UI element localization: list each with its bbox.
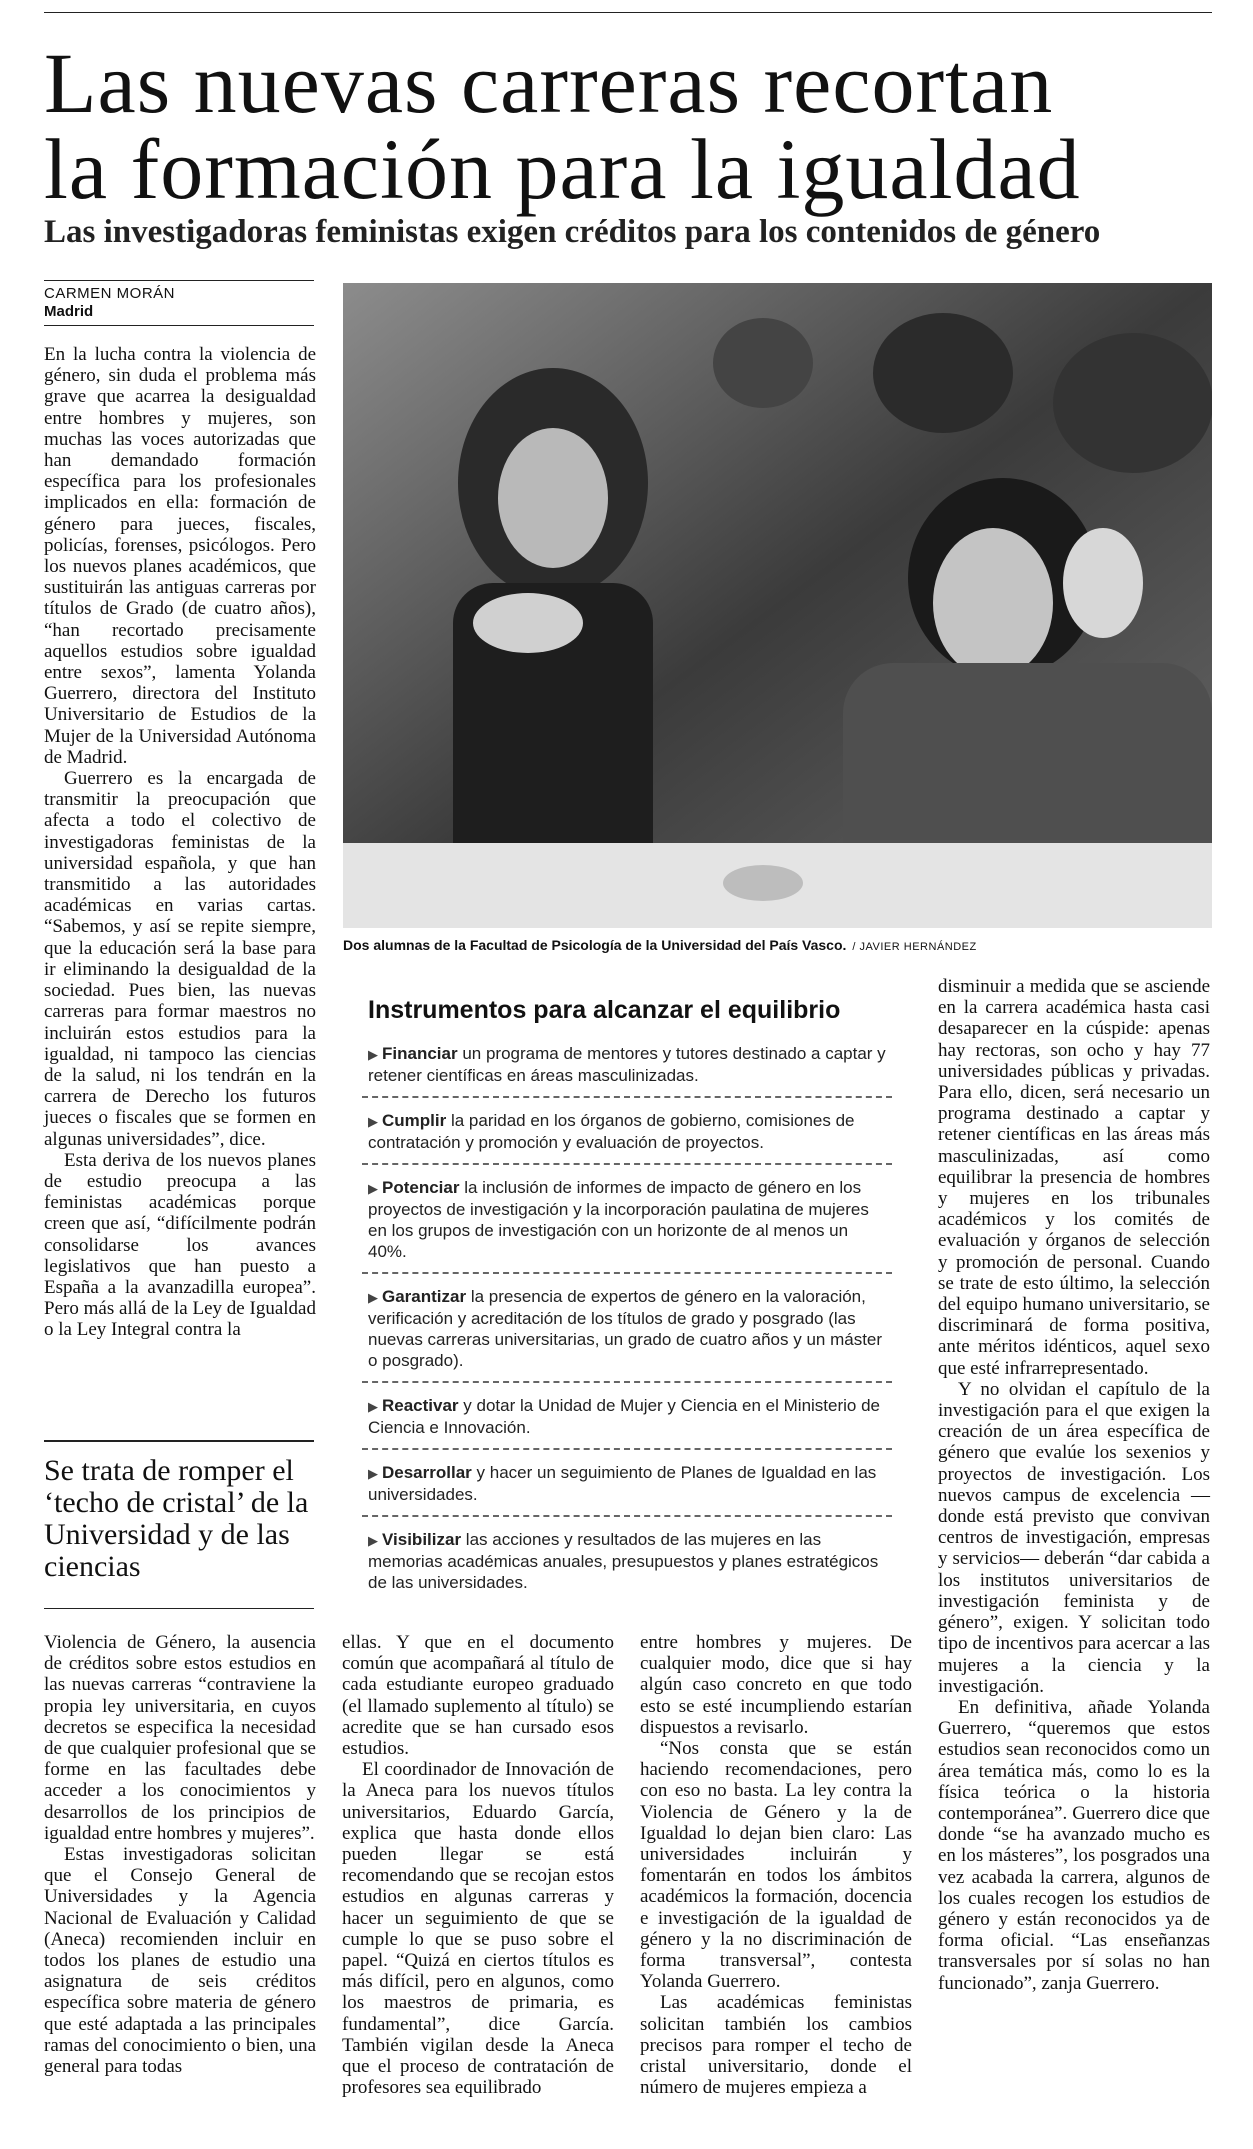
sidebar-box-item — [362, 1039, 892, 1098]
lower-column-2-paragraph-1: ellas. Y que en el documento común que acompañará al título de cada estudiante europeo graduado (el llamado suplemento al título) se acredite que se han cursado esos estudios. — [342, 1632, 614, 1760]
sidebar-box-item — [362, 1282, 892, 1383]
sidebar-box-item — [362, 1106, 892, 1165]
lower-column-2-paragraph-2: El coordinador de Innovación de la Aneca para los nuevos títulos universitarios, Eduardo García, explica que hasta donde ellos pueden llegar se está recomendando que se recojan estos estudios en algunas carreras y hacer un seguimiento de que se cumple lo que se puso sobre el papel. “Quizá en ciertos títulos es más difícil, pero en algunos, como los maestros de primaria, es fundamental”, dice García. También vigilan desde la Aneca que el proceso de contratación de profesores sea equilibrado — [342, 1759, 614, 2099]
column-left — [44, 344, 316, 1341]
sidebar-box-item-text: y hacer un seguimiento de Planes de Igualdad en las universidades. — [368, 1463, 877, 1504]
sidebar-box — [362, 995, 892, 1611]
headline — [44, 35, 1224, 217]
lower-column-1 — [44, 1632, 316, 2077]
pull-quote-rule-top — [44, 1440, 314, 1442]
byline-author: CARMEN MORÁN — [44, 285, 176, 302]
sidebar-box-item-text: la paridad en los órganos de gobierno, comisiones de contratación y promoción y evaluación de proyectos. — [368, 1111, 855, 1152]
triangle-bullet-icon: ▶ — [368, 1047, 378, 1062]
top-rule — [44, 12, 1212, 13]
column-right-upper — [938, 976, 1210, 1994]
lower-column-3-paragraph-3: Las académicas feministas solicitan también los cambios precisos para romper el techo de cristal universitario, donde el número de mujeres empieza a — [640, 1992, 912, 2099]
sidebar-box-item-text: la presencia de expertos de género en la valoración, verificación y acreditación de los títulos de grado y posgrado (las nuevas carreras universitarias, un grado de cuatro años y un máster o posgrado). — [368, 1287, 883, 1370]
sidebar-box-item-keyword: Visibilizar — [382, 1530, 462, 1549]
sidebar-box-item-text: y dotar la Unidad de Mujer y Ciencia en el Ministerio de Ciencia e Innovación. — [368, 1396, 881, 1437]
photo-caption-text: Dos alumnas de la Facultad de Psicología de la Universidad del País Vasco. — [343, 937, 847, 953]
triangle-bullet-icon: ▶ — [368, 1466, 378, 1481]
lower-column-1-paragraph-2: Estas investigadoras solicitan que el Consejo General de Universidades y la Agencia Nacional de Evaluación y Calidad (Aneca) recomienden incluir en todos los planes de estudio una asignatura de seis créditos específica sobre materia de género que esté adaptada a las principales ramas del conocimiento o bien, una general para todas — [44, 1844, 316, 2078]
headline-line-2: la formación para la igualdad — [44, 121, 1081, 217]
subheadline: Las investigadoras feministas exigen créditos para los contenidos de género — [44, 214, 1101, 250]
byline — [44, 284, 314, 322]
sidebar-box-item-text: la inclusión de informes de impacto de género en los proyectos de investigación y la incorporación paulatina de mujeres en los grupos de investigación con un horizonte de al menos un 40%. — [368, 1178, 869, 1261]
lower-column-3-paragraph-2: “Nos consta que se están haciendo recomendaciones, pero con eso no basta. La ley contra la Violencia de Género y la de Igualdad lo dejan bien claro: Las universidades incluirán y fomentarán en todos los ámbitos académicos la formación, docencia e investigación de la igualdad de género y la no discriminación de forma transversal”, contesta Yolanda Guerrero. — [640, 1738, 912, 1993]
column-left-paragraph-3: Esta deriva de los nuevos planes de estudio preocupa a las feministas académicas porque creen que así, “difícilmente podrán consolidarse los avances legislativos que han puesto a España a la avanzadilla europea”. Pero más allá de la Ley de Igualdad o la Ley Integral contra la — [44, 1149, 316, 1341]
triangle-bullet-icon: ▶ — [368, 1181, 378, 1196]
sidebar-box-item-keyword: Potenciar — [382, 1178, 460, 1197]
sidebar-box-item-keyword: Cumplir — [382, 1111, 447, 1130]
lower-column-2 — [342, 1632, 614, 2098]
triangle-bullet-icon: ▶ — [368, 1290, 378, 1305]
sidebar-box-item-keyword: Reactivar — [382, 1396, 459, 1415]
sidebar-box-item-text: las acciones y resultados de las mujeres en las memorias académicas anuales, presupuestos y planes estratégicos de las universidades. — [368, 1530, 879, 1592]
photo-students-image — [343, 283, 1212, 928]
column-right-paragraph-3: En definitiva, añade Yolanda Guerrero, “queremos que estos estudios sean reconocidos como un área temática más, como lo es la física teórica o la historia contemporánea”. Guerrero dice que donde “se ha avanzado mucho es en los másteres”, los posgrados una vez acabada la carrera, algunos de los cuales recogen los estudios de género y están reconocidos ya de forma oficial. “Las enseñanzas transversales por sí solas no han funcionado”, zanja Guerrero. — [938, 1696, 1210, 1994]
sidebar-box-item — [362, 1458, 892, 1517]
lower-column-3-paragraph-1: entre hombres y mujeres. De cualquier modo, dice que si hay algún caso concreto en que todo esto se esté incumpliendo estarían dispuestos a revisarlo. — [640, 1632, 912, 1738]
sidebar-box-item-keyword: Garantizar — [382, 1287, 467, 1306]
photo-credit: / JAVIER HERNÁNDEZ — [852, 941, 977, 953]
sidebar-box-item-keyword: Desarrollar — [382, 1463, 472, 1482]
byline-rule-bottom — [44, 325, 314, 326]
sidebar-box-item-keyword: Financiar — [382, 1044, 458, 1063]
column-right-paragraph-2: Y no olvidan el capítulo de la investigación para el que exigen la creación de un área específica de género que evalúe los sexenios y proyectos de investigación. Los nuevos campus de excelencia —donde está previsto que convivan centros de investigación, empresas y servicios— deberán “dar cabida a los institutos universitarios de investigación feminista y de género”, exigen. Y solicitan todo tipo de incentivos para acercar a las mujeres a la ciencia y la investigación. — [938, 1378, 1210, 1697]
lower-column-3 — [640, 1632, 912, 2098]
pull-quote: Se trata de romper el ‘techo de cristal’ de la Universidad y de las ciencias — [44, 1454, 309, 1583]
sidebar-box-item-text: un programa de mentores y tutores destinado a captar y retener científicas en áreas masculinizadas. — [368, 1044, 886, 1085]
pull-quote-rule-bottom — [44, 1608, 314, 1609]
byline-city: Madrid — [44, 303, 94, 320]
sidebar-box-item — [362, 1391, 892, 1450]
triangle-bullet-icon: ▶ — [368, 1114, 378, 1129]
byline-rule — [44, 280, 314, 281]
column-left-paragraph-1: En la lucha contra la violencia de género, sin duda el problema más grave que acarrea la desigualdad entre hombres y mujeres, son muchas las voces autorizadas que han demandado formación específica para los profesionales implicados en ella: formación de género para jueces, fiscales, policías, forenses, psicólogos. Pero los nuevos planes académicos, que sustituirán las antiguas carreras por títulos de Grado (de cuatro años), “han recortado precisamente aquellos estudios sobre igualdad entre sexos”, lamenta Yolanda Guerrero, directora del Instituto Universitario de Estudios de la Mujer de la Universidad Autónoma de Madrid. — [44, 344, 316, 768]
sidebar-box-item — [362, 1173, 892, 1274]
triangle-bullet-icon: ▶ — [368, 1399, 378, 1414]
photo — [343, 283, 1212, 928]
sidebar-box-title: Instrumentos para alcanzar el equilibrio — [368, 996, 841, 1024]
column-right-paragraph-1: disminuir a medida que se asciende en la carrera académica hasta casi desaparecer en la cúspide: apenas hay rectoras, son ocho y hay 77 universidades públicas y privadas. Para ello, dicen, será necesario un programa destinado a captar y retener científicas en las áreas más masculinizadas, así como equilibrar la presencia de hombres y mujeres en los tribunales académicos y los comités de evaluación y órganos de selección y promoción de personal. Cuando se trate de esto último, la selección del equipo humano universitario, se discriminará de forma positiva, ante méritos idénticos, aquel sexo que esté infrarrepresentado. — [938, 976, 1210, 1379]
photo-caption — [343, 936, 1212, 956]
lower-column-1-paragraph-1: Violencia de Género, la ausencia de créditos sobre estos estudios en las nuevas carreras “contraviene la propia ley universitaria, en cuyos decretos se especifica la necesidad de que cualquier profesional que se forme en las facultades debe acceder a los conocimientos y desarrollos de los principios de igualdad entre hombres y mujeres”. — [44, 1632, 316, 1844]
triangle-bullet-icon: ▶ — [368, 1533, 378, 1548]
sidebar-box-item — [362, 1525, 892, 1603]
column-left-paragraph-2: Guerrero es la encargada de transmitir la preocupación que afecta a todo el colectivo de investigadoras feministas de la universidad española, y que han transmitido a las autoridades académicas en varias cartas. “Sabemos, y así se repite siempre, que la educación será la base para ir eliminando la desigualdad de la sociedad. Pues bien, las nuevas carreras para formar maestros no incluirán estos estudios para la igualdad, ni tampoco las ciencias de la salud, ni los tendrán en la carrera de Derecho los futuros jueces o fiscales que se formen en algunas universidades”, dice. — [44, 768, 316, 1150]
headline-line-1: Las nuevas carreras recortan — [44, 35, 1054, 131]
